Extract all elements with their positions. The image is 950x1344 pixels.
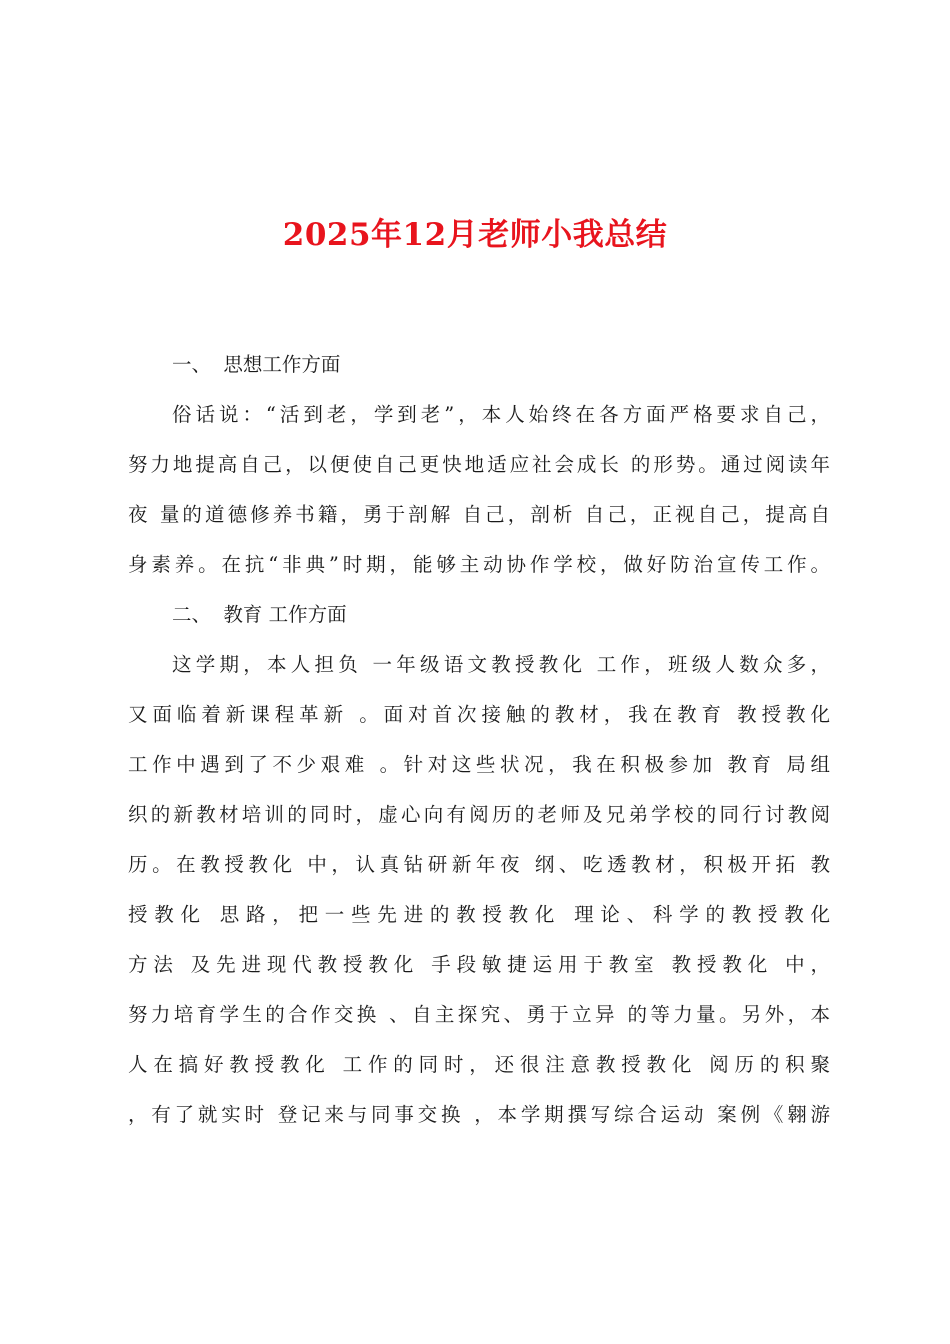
document-body (128, 346, 830, 1146)
paragraph-line: 身素养。在抗“非典”时期，能够主动协作学校，做好防治宣传工作。 (128, 553, 830, 576)
section-heading-1: 一、 思想工作方面 (172, 353, 341, 376)
paragraph-line: 授教化 思路，把一些先进的教授教化 理论、科学的教授教化 (128, 903, 830, 926)
paragraph-line: 历。在教授教化 中，认真钻研新年夜 纲、吃透教材，积极开拓 教 (128, 853, 830, 876)
paragraph-line: 夜 量的道德修养书籍，勇于剖解 自己，剖析 自己，正视自己，提高自 (128, 503, 830, 526)
paragraph-line: 俗话说：“活到老，学到老”，本人始终在各方面严格要求自己， (172, 403, 830, 426)
paragraph-line: 方法 及先进现代教授教化 手段敏捷运用于教室 教授教化 中， (128, 953, 830, 976)
paragraph-line: 努力培育学生的合作交换 、自主探究、勇于立异 的等力量。另外，本 (128, 1003, 830, 1026)
section-heading-2: 二、 教育 工作方面 (172, 603, 347, 626)
paragraph-line: ，有了就实时 登记来与同事交换 ，本学期撰写综合运动 案例《翱游 (128, 1103, 830, 1126)
paragraph-line: 人在搞好教授教化 工作的同时，还很注意教授教化 阅历的积聚 (128, 1053, 830, 1076)
paragraph-line: 又面临着新课程革新 。面对首次接触的教材，我在教育 教授教化 (128, 703, 830, 726)
paragraph-line: 工作中遇到了不少艰难 。针对这些状况，我在积极参加 教育 局组 (128, 753, 830, 776)
paragraph-line: 织的新教材培训的同时，虚心向有阅历的老师及兄弟学校的同行讨教阅 (128, 803, 830, 826)
paragraph-line: 这学期，本人担负 一年级语文教授教化 工作，班级人数众多， (172, 653, 830, 676)
document-title: 2025年12月老师小我总结 (282, 217, 668, 253)
paragraph-line: 努力地提高自己，以便使自己更快地适应社会成长 的形势。通过阅读年 (128, 453, 830, 476)
